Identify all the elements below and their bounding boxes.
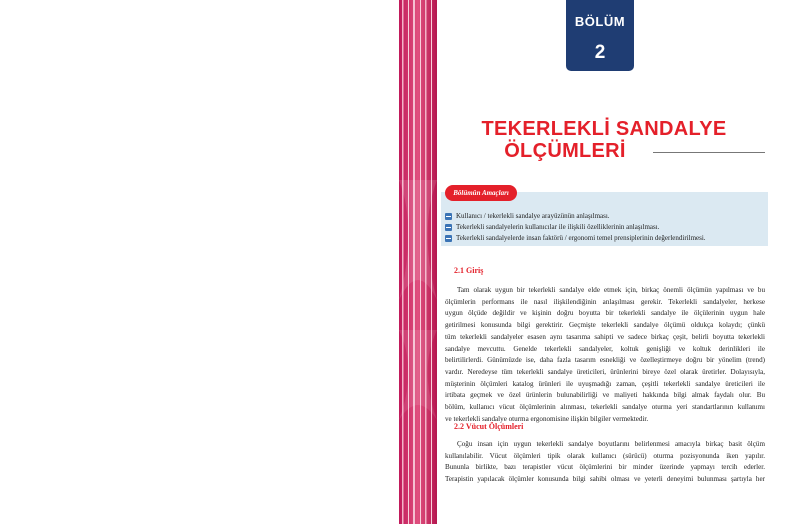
- chapter-badge: [566, 0, 634, 71]
- intro-paragraph: [445, 285, 765, 425]
- paragraph-line: tüm tekerlekli sandalyeler esasen aynı tasarıma sahipti ve sadece birkaç çeşit, belirli boyutta tekerlekli: [445, 332, 765, 341]
- objective-item: Tekerlekli sandalyelerde insan faktörü / ergonomi temel prensiplerinin değerlendirilmesi.: [445, 233, 706, 244]
- bullet-icon: [445, 213, 452, 220]
- bullet-icon: [445, 224, 452, 231]
- paragraph-line: Bununla birlikte, bazı terapistler vücut ölçümlerini bir minder üzerinde yapmayı tercih ederler.: [445, 463, 765, 472]
- section-heading-intro: 2.1 Giriş: [454, 266, 484, 275]
- paragraph-line: müşterinin ölçümleri katalog ürünleri ile uyuşmadığı zaman, çeşitli tekerlekli sandalye üreticileri ile: [445, 379, 765, 388]
- paragraph-line: ve tekerlekli sandalye oturma ergonomisine ilişkin bilgiler vermektedir.: [445, 414, 649, 423]
- paragraph-line: bölüm, kullanıcı vücut ölçümlerinin alınması, tekerlekli sandalye oturma yeri standartlarının kullanımı: [445, 403, 765, 412]
- title-divider: [653, 152, 765, 153]
- objectives-label: Bölümün Amaçları: [445, 185, 517, 201]
- objective-item: Kullanıcı / tekerlekli sandalye arayüzünün anlaşılması.: [445, 211, 706, 222]
- paragraph-line: irtibata geçmek ve özel ürünlerin bulunabilirliği ve maliyeti hakkında bilgi almak faydalı olur. Bu: [445, 391, 765, 400]
- chapter-title-line-1: TEKERLEKLİ SANDALYE: [481, 118, 727, 140]
- chapter-label: BÖLÜM: [574, 14, 626, 29]
- paragraph-line: uygun ölçüde değildir ve kişinin doğru boyutta bir tekerlekli sandalye ile ölçülerinin uygun hale: [445, 309, 765, 318]
- decorative-side-stripe: [399, 0, 437, 524]
- body-measurements-paragraph: [445, 439, 765, 486]
- paragraph-line: getirilmesi konusunda bilgi gerektirir. Geçmişte tekerlekli sandalye ölçümü oldukça kolaydı; çünkü: [445, 321, 765, 330]
- paragraph-line: kullanılabilir. Vücut ölçümleri tipik olarak kullanıcı (sürücü) oturma pozisyonunda iken yapılır.: [445, 451, 765, 460]
- paragraph-line: sandalye mevcuttu. Genelde tekerlekli sandalyeler, koltuk genişliği ve koltuk derinlikleri ile: [445, 344, 765, 353]
- paragraph-line: belirtilirlerdi. Günümüzde ise, daha fazla tasarım esnekliği ve özelleştirmeye doğru bir yönelim (trend): [445, 356, 765, 365]
- paragraph-line: Tam olarak uygun bir tekerlekli sandalye elde etmek için, birkaç önemli ölçümün yapılması ve bu: [457, 286, 765, 294]
- objectives-list: [445, 211, 706, 244]
- section-heading-body-measurements: 2.2 Vücut Ölçümleri: [454, 422, 524, 431]
- chapter-title-line-2: ÖLÇÜMLERİ: [504, 140, 626, 162]
- paragraph-line: Terapistin yapılacak ölçümler konusunda bilgi sahibi olması ve yeterli deneyimi bulunması şartıyla her: [445, 475, 765, 484]
- paragraph-line: vardır. Neredeyse tüm tekerlekli sandalye üreticileri, ürünlerini bireye özel olarak üretirler. Dolayısıyla,: [445, 367, 765, 376]
- chapter-number: 2: [594, 42, 606, 63]
- paragraph-line: ölçümlerin performans ile nasıl ilişkilendiğinin anlaşılması gerekir. Tekerlekli sandalyeler, herkese: [445, 297, 765, 306]
- objective-item: Tekerlekli sandalyelerin kullanıcılar ile ilişkili özelliklerinin anlaşılması.: [445, 222, 706, 233]
- paragraph-line: Çoğu insan için uygun tekerlekli sandalye boyutlarını belirlenmesi amacıyla birkaç basit ölçüm: [457, 440, 765, 448]
- bullet-icon: [445, 235, 452, 242]
